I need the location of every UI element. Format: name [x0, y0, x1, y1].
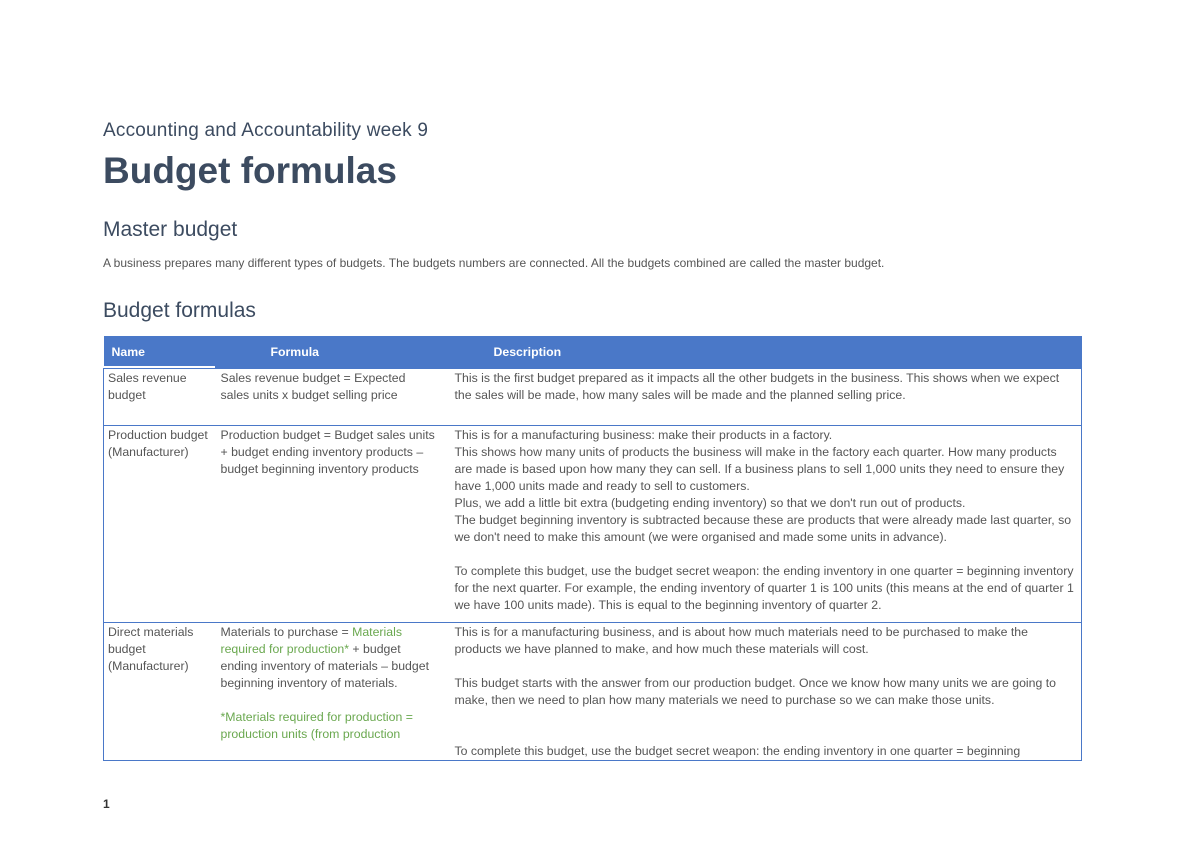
row-description	[447, 623, 1082, 761]
table-row	[104, 623, 1082, 761]
row-name: Sales revenue budget	[104, 369, 215, 426]
description-paragraph: The budget beginning inventory is subtracted because these are products that were already made last quarter, so we don't need to make this amount (we were organised and made some units in advance).	[454, 513, 1072, 544]
formula-text: Materials to purchase =	[220, 625, 353, 639]
description-paragraph: This is for a manufacturing business: make their products in a factory.	[454, 428, 833, 442]
row-formula: Production budget = Budget sales units + budget ending inventory products – budget beginning inventory products	[215, 426, 447, 623]
description-paragraph: This budget starts with the answer from our production budget. Once we know how many units we are going to make, then we need to plan how many materials we need to purchase so we can make those units.	[454, 676, 1056, 707]
table-row	[104, 426, 1082, 623]
page-number: 1	[103, 797, 110, 811]
column-header-name: Name	[104, 336, 215, 369]
formula-text: + budget ending inventory of materials – budget beginning inventory of materials.	[220, 642, 429, 690]
row-description	[447, 369, 1082, 426]
description-paragraph: This shows how many units of products the business will make in the factory each quarter. How many products are made is based upon how many they can sell. If a business plans to sell 1,000 units they need to ensure they have 1,000 units made and ready to sell to customers.	[454, 445, 1065, 493]
row-formula	[215, 623, 447, 761]
budget-formulas-table	[103, 336, 1082, 761]
row-name: Direct materials budget (Manufacturer)	[104, 623, 215, 761]
column-header-description: Description	[447, 336, 1082, 369]
row-description	[447, 426, 1082, 623]
description-paragraph: Plus, we add a little bit extra (budgeting ending inventory) so that we don't run out of products.	[454, 496, 966, 510]
table-header-row	[104, 336, 1082, 369]
description-paragraph: This is for a manufacturing business, and is about how much materials need to be purchased to make the products we have planned to make, and how much these materials will cost.	[454, 625, 1028, 656]
table-row	[104, 369, 1082, 426]
master-budget-text: A business prepares many different types of budgets. The budgets numbers are connected. All the budgets combined are called the master budget.	[103, 256, 885, 270]
row-name: Production budget (Manufacturer)	[104, 426, 215, 623]
row-formula: Sales revenue budget = Expected sales units x budget selling price	[215, 369, 447, 426]
formula-highlight: Materials required for production*	[220, 625, 402, 656]
formula-footnote: *Materials required for production = production units (from production	[220, 710, 413, 741]
description-paragraph: To complete this budget, use the budget secret weapon: the ending inventory in one quarter = beginning	[454, 744, 1021, 758]
master-budget-heading: Master budget	[103, 218, 238, 241]
description-paragraph: To complete this budget, use the budget secret weapon: the ending inventory in one quarter = beginning inventory for the next quarter. For example, the ending inventory of quarter 1 is 100 units (this means at the end of quarter 1 we have 100 units made). This is equal to the beginning inventory of quarter 2.	[454, 564, 1074, 612]
document-title: Budget formulas	[103, 150, 397, 191]
document-subtitle: Accounting and Accountability week 9	[103, 120, 429, 141]
column-header-formula: Formula	[215, 336, 447, 369]
description-paragraph: This is the first budget prepared as it impacts all the other budgets in the business. This shows when we expect the sales will be made, how many sales will be made and the planned selling price.	[454, 371, 1060, 402]
budget-formulas-heading: Budget formulas	[103, 299, 256, 322]
